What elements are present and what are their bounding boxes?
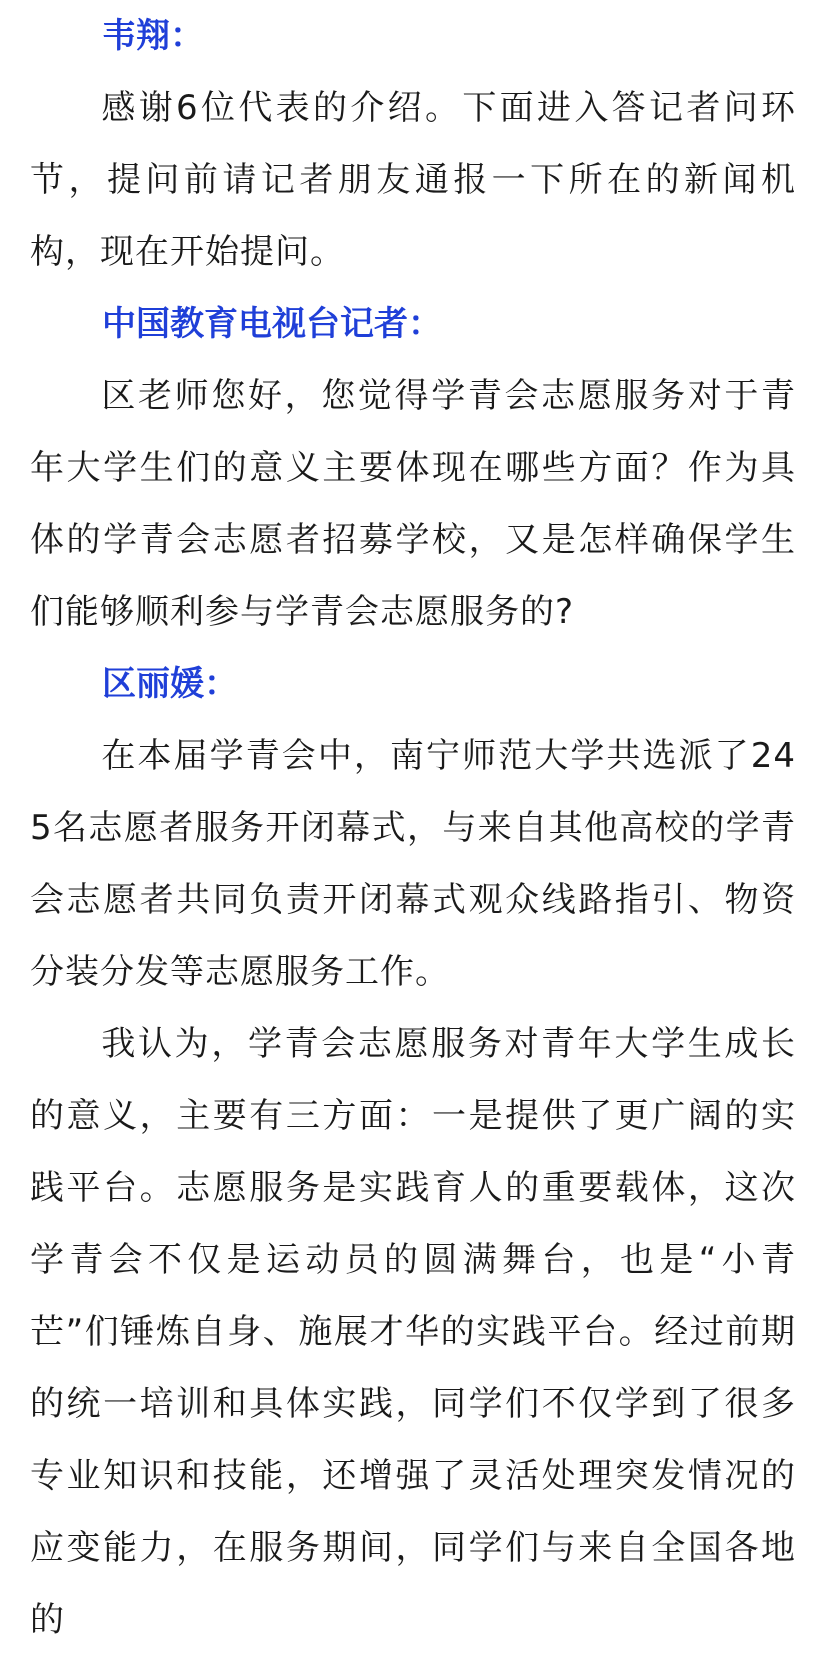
paragraph: 区老师您好，您觉得学青会志愿服务对于青年大学生们的意义主要体现在哪些方面？作为具体的学青会志愿者招募学校，又是怎样确保学生们能够顺利参与学青会志愿服务的? bbox=[30, 376, 796, 632]
paragraph: 在本届学青会中，南宁师范大学共选派了245名志愿者服务开闭幕式，与来自其他高校的学青会志愿者共同负责开闭幕式观众线路指引、物资分装分发等志愿服务工作。 bbox=[30, 736, 796, 992]
speaker-name: 区丽媛： bbox=[102, 664, 238, 704]
speaker-name: 韦翔： bbox=[102, 16, 204, 56]
paragraph: 我认为，学青会志愿服务对青年大学生成长的意义，主要有三方面：一是提供了更广阔的实践平台。志愿服务是实践育人的重要载体，这次学青会不仅是运动员的圆满舞台，也是“小青芒”们锤炼自身、施展才华的实践平台。经过前期的统一培训和具体实践，同学们不仅学到了很多专业知识和技能，还增强了灵活处理突发情况的应变能力，在服务期间，同学们与来自全国各地的 bbox=[30, 1024, 796, 1640]
paragraph: 感谢6位代表的介绍。下面进入答记者问环节，提问前请记者朋友通报一下所在的新闻机构，现在开始提问。 bbox=[30, 88, 796, 272]
speaker-name: 中国教育电视台记者： bbox=[102, 304, 442, 344]
